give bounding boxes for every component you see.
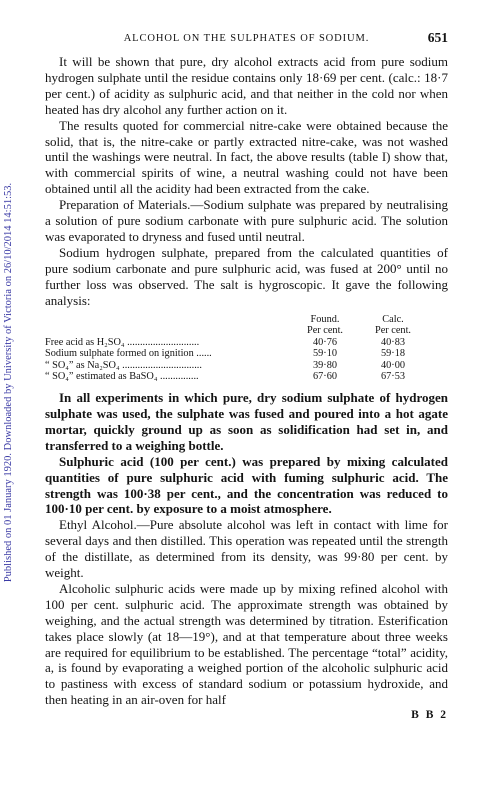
analysis-header-row bbox=[45, 314, 448, 326]
analysis-calc-value: 40·00 bbox=[380, 359, 406, 371]
paragraph-8: Alcoholic sulphuric acids were made up by mixing refined alcohol with 100 per cent. sulphuric acid. The approximate strength was obtained by weighing, and the actual strength was determined by titration. Esterification takes place slowly (at 18—19°), and at that temperature about three weeks are required for equilibrium to be established. The percentage “total” acidity, a, is found by evaporating a weighed portion of the alcoholic sulphuric acid to pastiness with excess of standard sodium or potassium hydroxide, and then heating in an air-oven for half bbox=[45, 580, 448, 708]
analysis-table bbox=[45, 314, 448, 384]
analysis-units-row bbox=[45, 325, 448, 337]
calc-header: Calc. bbox=[382, 313, 404, 325]
analysis-row bbox=[45, 337, 448, 349]
paragraph-6: Sulphuric acid (100 per cent.) was prepared by mixing calculated quantities of pure sulphuric acid with fuming sulphuric acid. The strength was 100·38 per cent., and the concentration was reduced to 100·10 per cent. by exposure to a moist atmosphere. bbox=[45, 453, 448, 517]
paragraph-4: Sodium hydrogen sulphate, prepared from the calculated quantities of pure sodium carbonate and pure sulphuric acid, was fused at 200° until no further loss was observed. The salt is hygroscopic. It gave the following analysis: bbox=[45, 244, 448, 308]
analysis-row-label: “ SO₄” estimated as BaSO₄ ............... bbox=[45, 371, 199, 383]
analysis-row-label: “ SO₄” as Na₂SO₄ ............................... bbox=[45, 359, 202, 371]
analysis-calc-value: 59·18 bbox=[380, 348, 406, 360]
page-number: 651 bbox=[427, 30, 448, 45]
analysis-calc-value: 67·53 bbox=[380, 371, 406, 383]
calc-unit: Per cent. bbox=[374, 325, 412, 337]
running-title: ALCOHOL ON THE SULPHATES OF SODIUM. bbox=[123, 33, 370, 44]
paragraph-7: Ethyl Alcohol.—Pure absolute alcohol was left in contact with lime for several days and then distilled. This operation was repeated until the strength of the distillate, as determined from its density, was 99·80 per cent. by weight. bbox=[45, 517, 448, 581]
download-watermark-text: Published on 01 January 1920. Downloaded by University of Victoria on 26/10/2014 14:51:53. bbox=[3, 182, 15, 582]
found-header: Found. bbox=[310, 313, 340, 325]
analysis-calc-value: 40·83 bbox=[380, 336, 406, 348]
analysis-found-value: 39·80 bbox=[312, 359, 338, 371]
analysis-found-value: 40·76 bbox=[312, 336, 338, 348]
journal-page bbox=[45, 30, 448, 721]
running-header bbox=[45, 30, 448, 54]
analysis-label-header bbox=[45, 325, 295, 337]
paragraph-3: Preparation of Materials.—Sodium sulphate was prepared by neutralising a solution of pure sodium carbonate with pure sulphuric acid. The solution was evaporated to dryness and fused until neutral. bbox=[45, 197, 448, 244]
analysis-found-value: 59·10 bbox=[312, 348, 338, 360]
paragraph-2: The results quoted for commercial nitre-cake were obtained because the solid, that is, the nitre-cake or partly extracted nitre-cake, was not washed until the washings were neutral. In fact, the above results (table I) show that, with commercial spirits of wine, a neutral washing could not have been obtained until all the acidity had been extracted from the cake. bbox=[45, 117, 448, 197]
found-unit: Per cent. bbox=[306, 325, 344, 337]
analysis-row-label: Free acid as H₂SO₄ ............................ bbox=[45, 336, 200, 348]
analysis-row bbox=[45, 371, 448, 383]
analysis-label-header bbox=[45, 314, 295, 326]
analysis-row-label: Sodium sulphate formed on ignition ...... bbox=[45, 348, 212, 360]
analysis-found-value: 67·60 bbox=[312, 371, 338, 383]
signature-mark: B B 2 bbox=[411, 709, 448, 722]
analysis-row bbox=[45, 348, 448, 360]
analysis-row bbox=[45, 360, 448, 372]
paragraph-5: In all experiments in which pure, dry sodium sulphate of hydrogen sulphate was used, the sulphate was fused and poured into a hot agate mortar, quickly ground up as soon as solidification had set in, and transferred to a weighing bottle. bbox=[45, 390, 448, 453]
paragraph-1: It will be shown that pure, dry alcohol extracts acid from pure sodium hydrogen sulphate until the residue contains only 18·69 per cent. (calc.: 18·7 per cent.) of acidity as sulphuric acid, and that neither in the cold nor when heated has dry alcohol any further action on it. bbox=[45, 54, 448, 117]
download-watermark bbox=[0, 62, 18, 702]
